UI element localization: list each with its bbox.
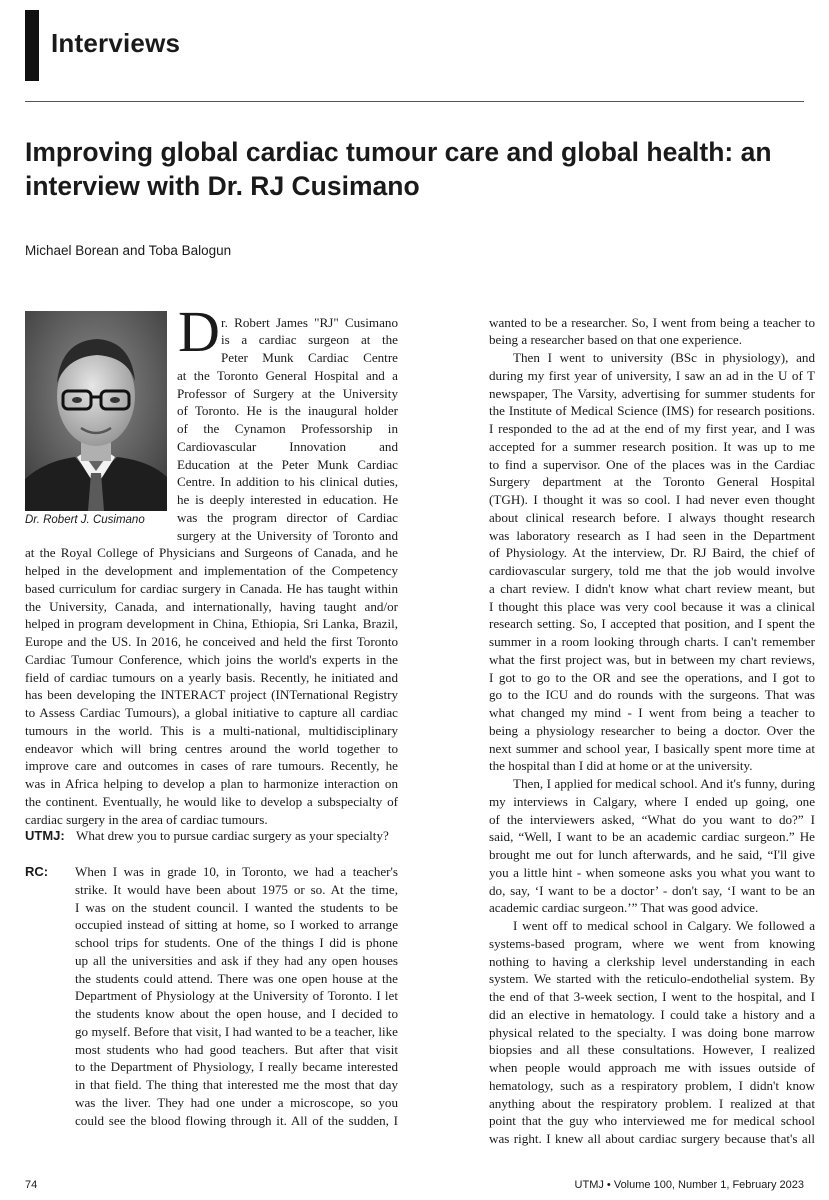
intro-line: was the program director of Cardiac xyxy=(177,509,398,525)
header-rule xyxy=(25,101,804,102)
intro-line: improve care and outcomes in cases of rare tumours. Recently, he xyxy=(25,758,398,774)
intro-line: r. Robert James "RJ" Cusimano xyxy=(221,314,398,330)
right-column-line: system. We started with the reticulo-endothelial system. By xyxy=(489,971,815,987)
intro-line: helped in program development in China, Ethiopia, Sri Lanka, Brazil, xyxy=(25,616,398,632)
right-column-line: what changed my mind - I went from being a teacher to xyxy=(489,705,815,720)
answer-line: strike. It would have been about 1975 or so. At the time, xyxy=(75,881,398,897)
answer-line: most students who had good teachers. But after that visit xyxy=(75,1041,398,1057)
intro-line: has been developing the INTERACT project (INTernational Registry xyxy=(25,687,398,703)
right-column-line: the Institute of Medical Science (IMS) for research positions. xyxy=(489,403,815,419)
question-text: What drew you to pursue cardiac surgery as your specialty? xyxy=(76,828,389,843)
right-column-line: hematology, such as a respiratory problem, I didn't know xyxy=(489,1077,815,1093)
portrait-image xyxy=(25,311,167,511)
right-column-line: accepted for a summer research position. It was up to me xyxy=(489,438,815,454)
intro-line: field of cardiac tumours on a yearly basis. Recently, he initiated and xyxy=(25,669,398,685)
intro-line: Professor of Surgery at the University xyxy=(177,385,398,401)
intro-line: Education at the Peter Munk Cardiac xyxy=(177,456,398,472)
intro-line: the continent. Eventually, he would like to develop a subspecialty of xyxy=(25,793,398,809)
right-column-line: of Physiology. At the interview, Dr. RJ Baird, the chief of xyxy=(489,545,815,561)
right-column-line: to find a supervisor. One of the places was in the Cardiac xyxy=(489,456,815,472)
right-column-line: I responded to the ad at the end of my first year, and I was xyxy=(489,421,815,436)
right-column-line: cardiovascular surgery, told me that the job would involve xyxy=(489,563,815,578)
right-column-line: Then I went to university (BSc in physiology), and xyxy=(513,350,815,365)
right-column-line: academic cardiac surgeon.’” That was good advice. xyxy=(489,900,759,916)
answer-line: to the Department of Physiology, I really became interested xyxy=(75,1059,398,1075)
article-title: Improving global cardiac tumour care and global health: an interview with Dr. RJ Cusimano xyxy=(25,137,772,201)
intro-line: Peter Munk Cardiac Centre xyxy=(221,350,398,365)
right-column-line: a chart review. I didn't know what chart review meant, but xyxy=(489,580,815,596)
right-column-line: was laboratory research as I had seen in the Department xyxy=(489,527,815,543)
intro-line: tumours in the world. This is a multi-national, multidisciplinary xyxy=(25,722,398,738)
right-column-line: being a physiology researcher to being a doctor. Over the xyxy=(489,722,815,738)
intro-line: is a cardiac surgeon at the xyxy=(221,332,398,348)
right-column-line: (TGH). I thought it was so cool. I had never even thought xyxy=(489,492,815,507)
drop-cap: D xyxy=(178,299,220,364)
right-column-line: about clinical research before. I always thought research xyxy=(489,509,815,525)
right-column-line: was right. I knew all about cardiac surgery because that's all xyxy=(489,1131,815,1146)
right-column-line: physical related to the specialty. I was doing bone marrow xyxy=(489,1024,815,1040)
intro-line: helped in the development and implementation of the Competency xyxy=(25,563,398,578)
answer-line: Department of Physiology at the University of Toronto. I let xyxy=(75,988,398,1004)
right-column-line: summer in a room looking through charts. I can't remember xyxy=(489,634,815,649)
answer-line: the students know about the open house, and I decided to xyxy=(75,1006,398,1021)
right-column-line: point that the guy who interviewed me for medical school xyxy=(489,1113,815,1129)
right-column-line: go to the ICU and do rounds with the surgeons. That was xyxy=(489,687,815,703)
right-column-line: newspaper, The Varsity, advertising for summer students for xyxy=(489,385,815,401)
author-photo xyxy=(25,311,167,511)
right-column-line: I thought this place was very cool because it was a clinical xyxy=(489,598,815,614)
photo-caption: Dr. Robert J. Cusimano xyxy=(25,514,145,526)
right-column-line: Surgery department at the Toronto General Hospital xyxy=(489,474,815,490)
right-column-line: during my first year of university, I saw an ad in the U of T xyxy=(489,367,815,383)
answer-line: up all the universities and ask if they had any open houses xyxy=(75,952,398,968)
intro-line: at the Toronto General Hospital and a xyxy=(177,367,398,383)
intro-line: endeavor which will bring centres around the world together to xyxy=(25,740,398,756)
right-column-line: did an elective in hematology. I could take a history and a xyxy=(489,1006,815,1022)
right-column-line: Then, I applied for medical school. And it's funny, during xyxy=(513,776,815,791)
intro-line: the University, Canada, and internationally, having taught and/or xyxy=(25,598,398,614)
intro-line: to Assess Cardiac Tumours), a global initiative to capture all cardiac xyxy=(25,705,398,720)
intro-line: Centre. In addition to his clinical duties, xyxy=(177,474,398,490)
intro-line: Cardiac Tumour Conference, which joins the world's experts in the xyxy=(25,651,398,667)
right-column-line: research setting. So, I accepted that position, and I spent the xyxy=(489,616,815,632)
answer-line: the students could attend. There was one open house at the xyxy=(75,970,398,986)
right-column-line: when people would approach me with issues outside of xyxy=(489,1060,815,1075)
section-bar xyxy=(25,10,39,81)
answer-line: I was on the student council. I wanted the students to be xyxy=(75,899,398,915)
right-column-line: I went off to medical school in Calgary. We followed a xyxy=(513,918,815,933)
intro-line: cardiac surgery in the area of cardiac tumours. xyxy=(25,811,268,827)
intro-line: Europe and the US. In 2016, he conceived and held the first Toronto xyxy=(25,634,398,649)
intro-line: based curriculum for cardiac surgery in Canada. He has taught within xyxy=(25,580,398,596)
answer-line: was the liver. They had one under a microscope, so you xyxy=(75,1094,398,1110)
intro-line: of the Cynamon Professorship in xyxy=(177,421,398,436)
right-column-line: systems-based program, where we went from knowing xyxy=(489,935,815,951)
page-number: 74 xyxy=(25,1179,38,1191)
right-column-line: next summer and school year, I basically spent more time at xyxy=(489,740,815,756)
intro-line: Cardiovascular Innovation and xyxy=(177,438,398,454)
answer-line: could see the blood flowing through it. All of the sudden, I xyxy=(75,1112,398,1128)
right-column-line: biopsies and all these consultations. However, I realized xyxy=(489,1042,815,1058)
article-authors: Michael Borean and Toba Balogun xyxy=(25,243,232,258)
intro-line: at the Royal College of Physicians and Surgeons of Canada, and he xyxy=(25,545,398,561)
answer-line: in that field. The thing that interested me the most that day xyxy=(75,1077,398,1092)
intro-line: was in Africa helping to develop a plan to harmonize interaction on xyxy=(25,776,398,791)
right-column-line: nothing to having a clerkship level understanding in each xyxy=(489,953,815,969)
right-column-line: the hospital than I did at home or at the university. xyxy=(489,758,753,774)
answer-line: When I was in grade 10, in Toronto, we had a teacher's xyxy=(75,864,398,879)
right-column-line: what the first project was, but in between my chart reviews, xyxy=(489,651,815,667)
right-column-line: you a little hint - when someone asks you what you want to xyxy=(489,864,815,880)
right-column-line: being a researcher based on that one experience. xyxy=(489,332,743,348)
right-column-line: do, say, ‘I want to be a doctor’ - don't say, ‘I want to be an xyxy=(489,882,815,898)
right-column-line: the end of that 3-week section, I went to the hospital, and I xyxy=(489,989,815,1004)
right-column-line: brought me out for lunch afterwards, and he said, “I'll give xyxy=(489,847,815,862)
right-column-line: said, “Well, I want to be an academic cardiac surgeon.” He xyxy=(489,829,815,845)
answer-line: school trips for students. One of the things I did is phone xyxy=(75,935,398,950)
answer-line: go myself. Before that visit, I had wanted to be a teacher, like xyxy=(75,1023,398,1039)
intro-line: of Toronto. He is the inaugural holder xyxy=(177,403,398,419)
right-column-line: I got to go to the OR and see the operations, and I got to xyxy=(489,669,815,685)
right-column-line: my interviews in Calgary, where I ended up going, one xyxy=(489,793,815,809)
question-label: UTMJ: xyxy=(25,828,65,843)
right-column-line: of the interviewers asked, “What do you want to do?” I xyxy=(489,811,815,827)
right-column-line: anything about the respiratory problem. I realized at that xyxy=(489,1095,815,1111)
answer-line: occupied instead of sitting at home, so I worked to arrange xyxy=(75,917,398,933)
answer-label: RC: xyxy=(25,864,49,879)
journal-footer: UTMJ • Volume 100, Number 1, February 2023 xyxy=(574,1179,804,1191)
intro-line: surgery at the University of Toronto and xyxy=(177,527,398,543)
section-label: Interviews xyxy=(51,28,181,58)
right-column-line: wanted to be a researcher. So, I went from being a teacher to xyxy=(489,314,815,330)
intro-line: he is deeply interested in education. He xyxy=(177,492,398,507)
